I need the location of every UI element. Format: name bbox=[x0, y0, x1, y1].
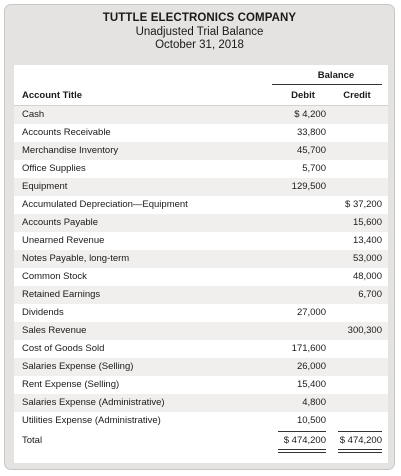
cell-credit: 6,700 bbox=[358, 289, 382, 300]
cell-title: Accumulated Depreciation—Equipment bbox=[22, 199, 188, 210]
debit-total-double-rule bbox=[278, 449, 326, 453]
table-row bbox=[14, 376, 388, 394]
cell-title: Cash bbox=[22, 109, 45, 120]
cell-debit: 27,000 bbox=[296, 307, 326, 318]
cell-title: Common Stock bbox=[22, 271, 87, 282]
table-row bbox=[14, 322, 388, 340]
cell-credit: 53,000 bbox=[352, 253, 382, 264]
table-row bbox=[14, 394, 388, 412]
cell-title: Utilities Expense (Administrative) bbox=[22, 415, 161, 426]
cell-debit: 15,400 bbox=[296, 379, 326, 390]
cell-debit: 171,600 bbox=[291, 343, 326, 354]
cell-debit: $ 4,200 bbox=[294, 109, 326, 120]
cell-title: Dividends bbox=[22, 307, 64, 318]
balance-column-group-label: Balance bbox=[317, 70, 355, 81]
total-credit: $ 474,200 bbox=[339, 435, 382, 446]
cell-title: Retained Earnings bbox=[22, 289, 101, 300]
total-debit: $ 474,200 bbox=[283, 435, 326, 446]
table-row bbox=[14, 358, 388, 376]
table-row bbox=[14, 178, 388, 196]
cell-title: Cost of Goods Sold bbox=[22, 343, 105, 354]
cell-title: Rent Expense (Selling) bbox=[22, 379, 120, 390]
company-name: TUTTLE ELECTRONICS COMPANY bbox=[102, 12, 297, 24]
cell-credit: 13,400 bbox=[352, 235, 382, 246]
cell-credit: 48,000 bbox=[352, 271, 382, 282]
table-row bbox=[14, 232, 388, 250]
cell-debit: 5,700 bbox=[302, 163, 326, 174]
cell-debit: 129,500 bbox=[291, 181, 326, 192]
cell-title: Accounts Payable bbox=[22, 217, 99, 228]
report-title: Unadjusted Trial Balance bbox=[135, 25, 264, 38]
table-row bbox=[14, 142, 388, 160]
cell-title: Sales Revenue bbox=[22, 325, 87, 336]
trial-balance-table bbox=[14, 65, 388, 463]
cell-credit: $ 37,200 bbox=[345, 199, 382, 210]
column-header-account-title: Account Title bbox=[22, 90, 82, 101]
cell-title: Office Supplies bbox=[22, 163, 86, 174]
table-row bbox=[14, 286, 388, 304]
column-header-debit: Debit bbox=[291, 90, 315, 101]
table-row bbox=[14, 196, 388, 214]
table-row bbox=[14, 304, 388, 322]
column-header-credit: Credit bbox=[343, 90, 371, 101]
cell-title: Accounts Receivable bbox=[22, 127, 111, 138]
table-row bbox=[14, 160, 388, 178]
table-row bbox=[14, 214, 388, 232]
trial-balance-card bbox=[4, 4, 395, 470]
cell-credit: 300,300 bbox=[347, 325, 382, 336]
table-row bbox=[14, 124, 388, 142]
cell-title: Merchandise Inventory bbox=[22, 145, 119, 156]
cell-title: Unearned Revenue bbox=[22, 235, 105, 246]
cell-title: Equipment bbox=[22, 181, 68, 192]
balance-underline bbox=[272, 84, 382, 85]
cell-title: Notes Payable, long-term bbox=[22, 253, 130, 264]
cell-title: Salaries Expense (Selling) bbox=[22, 361, 134, 372]
column-header-row bbox=[14, 87, 388, 105]
cell-debit: 45,700 bbox=[296, 145, 326, 156]
table-row bbox=[14, 250, 388, 268]
total-title: Total bbox=[22, 435, 43, 446]
report-header bbox=[5, 12, 394, 53]
table-row bbox=[14, 340, 388, 358]
report-date: October 31, 2018 bbox=[155, 39, 244, 51]
cell-debit: 10,500 bbox=[296, 415, 326, 426]
credit-total-double-rule bbox=[338, 449, 382, 453]
cell-debit: 4,800 bbox=[302, 397, 326, 408]
table-row bbox=[14, 106, 388, 124]
cell-credit: 15,600 bbox=[352, 217, 382, 228]
cell-debit: 33,800 bbox=[296, 127, 326, 138]
table-row bbox=[14, 268, 388, 286]
cell-title: Salaries Expense (Administrative) bbox=[22, 397, 165, 408]
total-row bbox=[14, 432, 388, 450]
table-row bbox=[14, 412, 388, 430]
cell-debit: 26,000 bbox=[296, 361, 326, 372]
